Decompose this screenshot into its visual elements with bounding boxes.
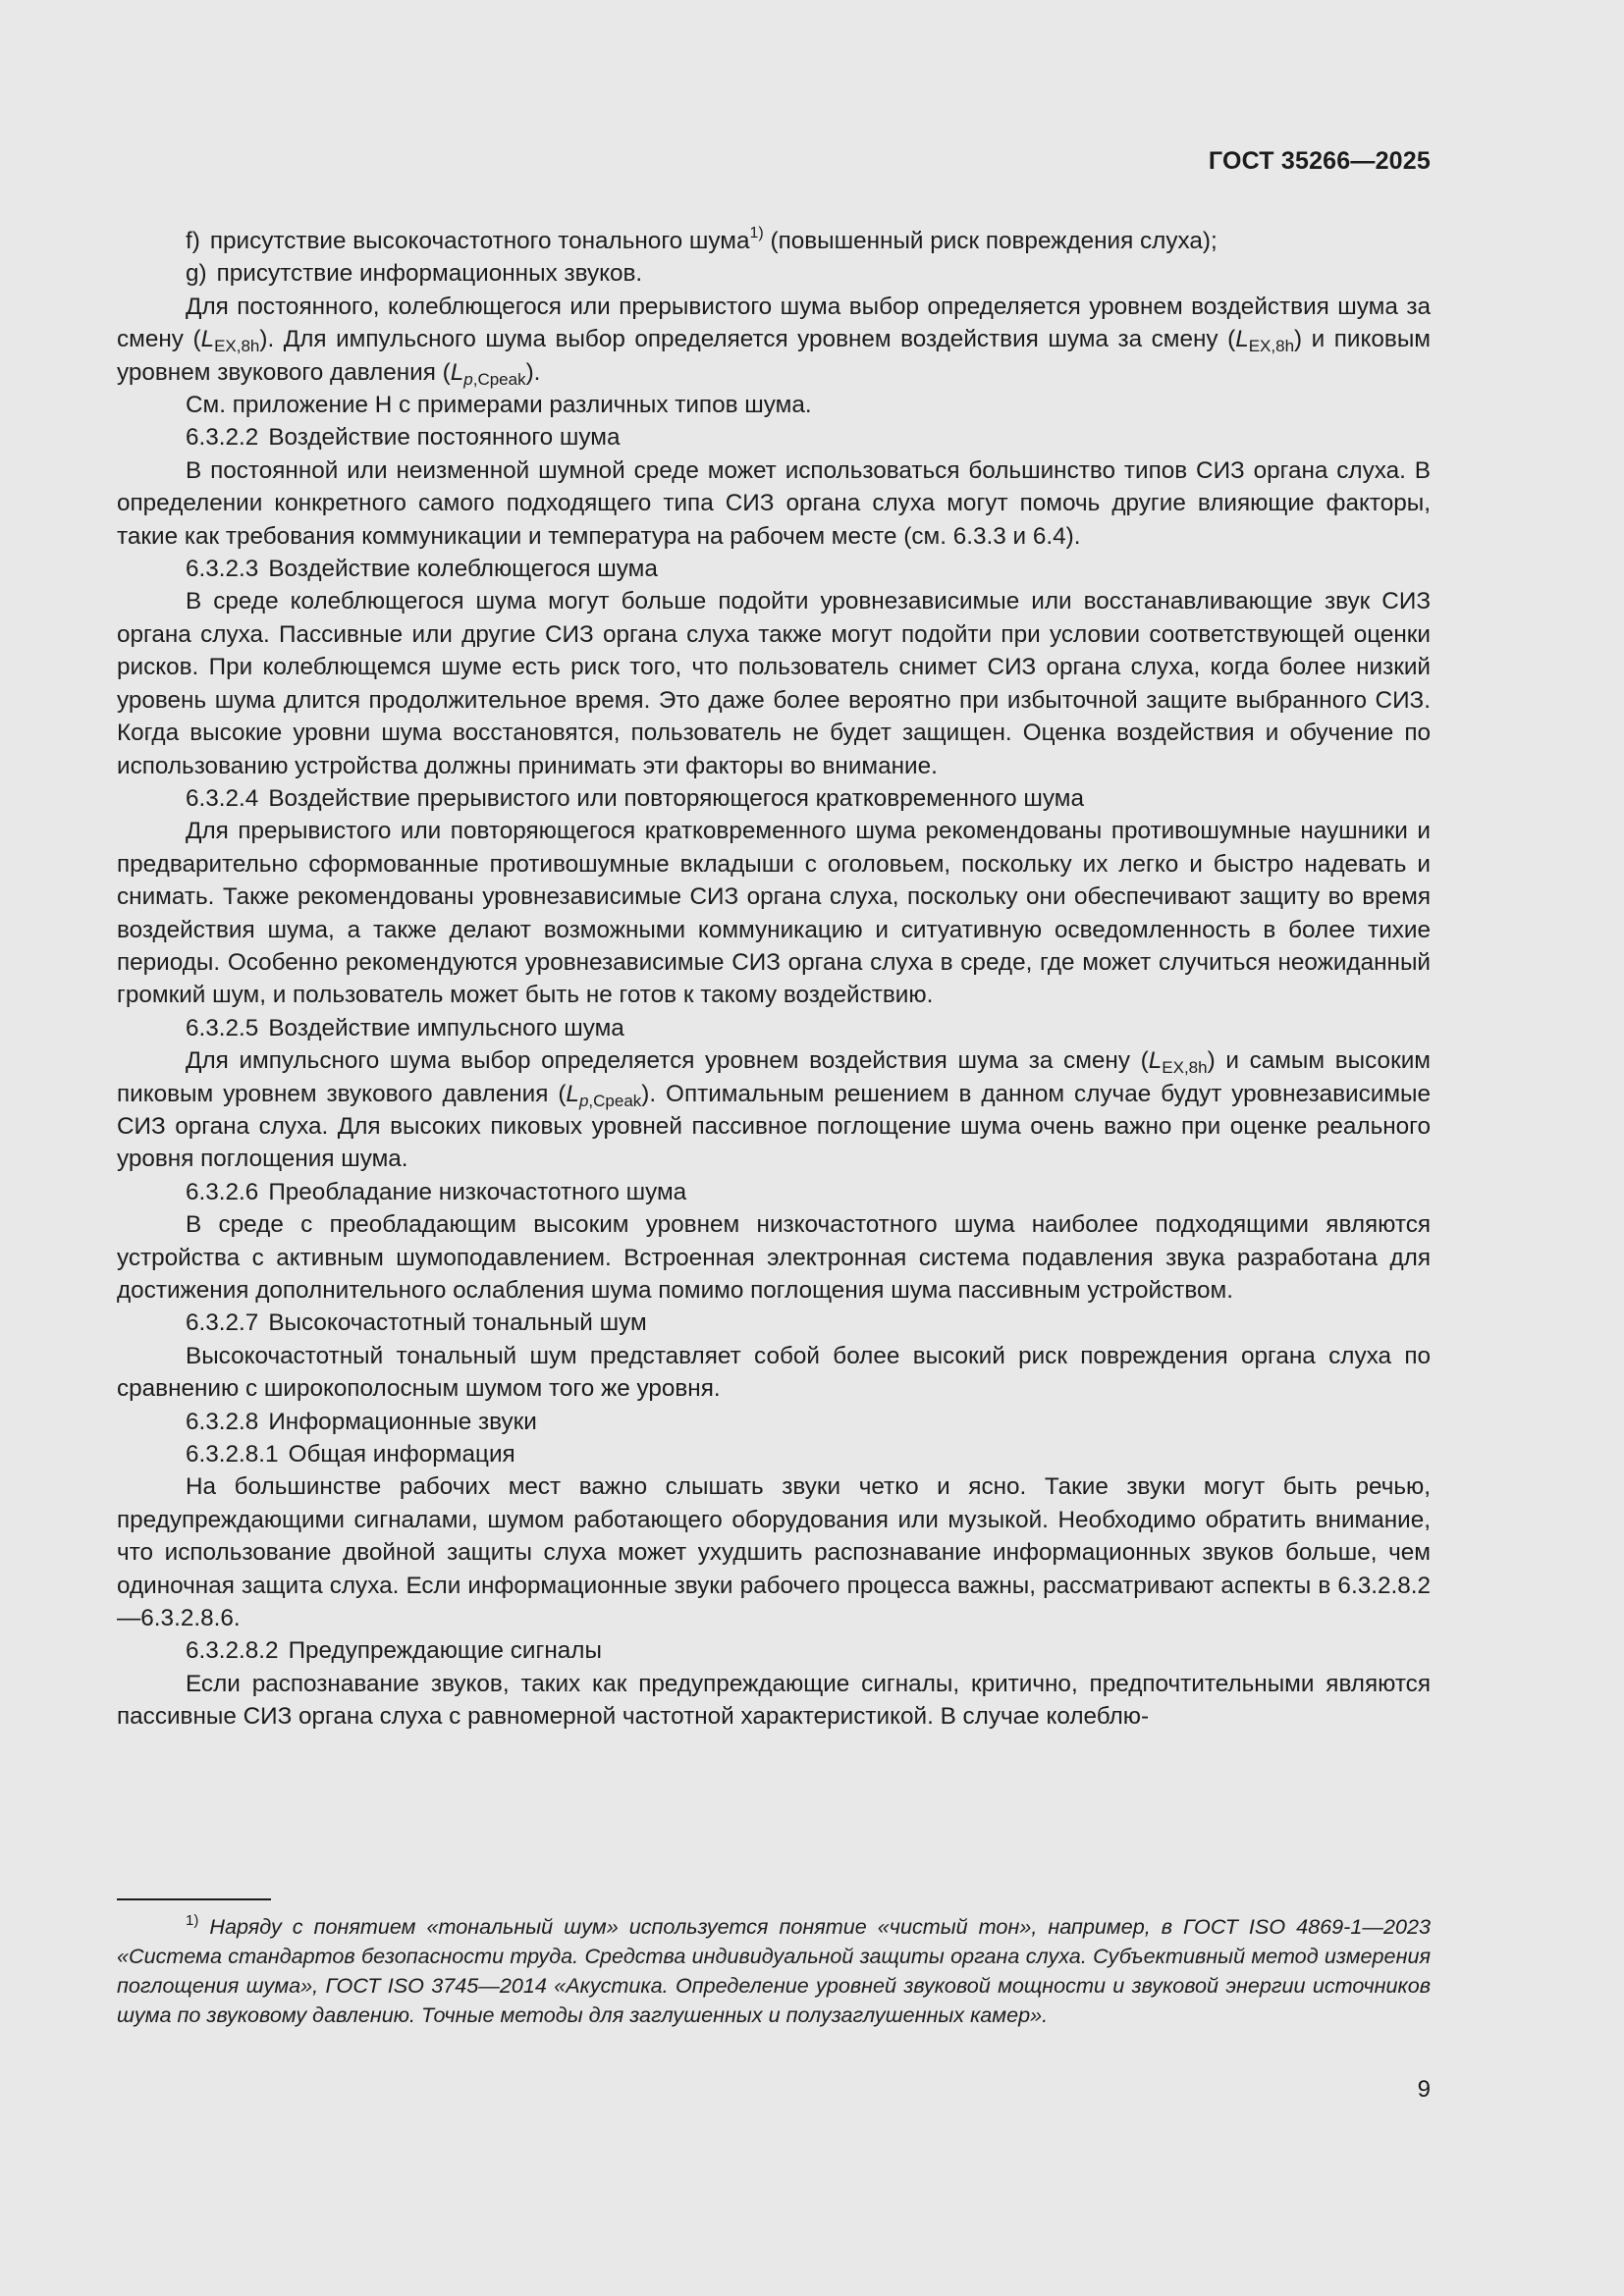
- list-item-f: f) присутствие высокочастотного тонального шума$^{1)}$ (повышенный риск повреждения слуха);: [186, 225, 1218, 254]
- section-title: Предупреждающие сигналы: [288, 1637, 602, 1665]
- paragraph: Для импульсного шума выбор определяется уровнем воздействия шума за смену $(L_{EX,8h})$ и самым высоким пиковым уровнем звукового давления $(L_{p,Cpeak})$. Оптимальным решением в данном случае будут уровнезависимые СИЗ органа слуха. Для высоких пиковых уровней пассивное поглощение шума очень важно при оценке реального уровня поглощения шума.: [117, 1047, 1431, 1173]
- section-title: Воздействие импульсного шума: [268, 1014, 624, 1041]
- section-title: Высокочастотный тональный шум: [268, 1309, 647, 1337]
- section-number: 6.3.2.3: [186, 556, 259, 583]
- section-title: Информационные звуки: [268, 1408, 537, 1435]
- paragraph: В постоянной или неизменной шумной среде может использоваться большинство типов СИЗ органа слуха. В определении конкретного самого подходящего типа СИЗ органа слуха могут помочь другие влияющие факторы, такие как требования коммуникации и температура на рабочем месте (см. 6.3.3 и 6.4).: [117, 456, 1431, 550]
- footnote-marker: 1): [186, 1912, 199, 1929]
- section-heading-6-3-2-8: [117, 1406, 1431, 1438]
- paragraph: В среде колеблющегося шума могут больше подойти уровнезависимые или восстанавливающие звук СИЗ органа слуха. Пассивные или другие СИЗ органа слуха также могут подойти при условии соответствующей оценки рисков. При колеблющемся шуме есть риск того, что пользователь снимет СИЗ органа слуха, когда более низкий уровень шума длится продолжительное время. Это даже более вероятно при избыточной защите выбранного СИЗ. Когда высокие уровни шума восстановятся, пользователь не будет защищен. Оценка воздействия и обучение по использованию устройства должны принимать эти факторы во внимание.: [117, 588, 1431, 779]
- paragraph: Высокочастотный тональный шум представляет собой более высокий риск повреждения органа слуха по сравнению с широкополосным шумом того же уровня.: [117, 1342, 1431, 1403]
- list-item-g: g) присутствие информационных звуков.: [186, 260, 643, 288]
- section-title: Воздействие колеблющегося шума: [268, 556, 658, 583]
- section-heading-6-3-2-7: [117, 1307, 1431, 1339]
- paragraph: На большинстве рабочих мест важно слышать звуки четко и ясно. Такие звуки могут быть речью, предупреждающими сигналами, шумом работающего оборудования или музыкой. Необходимо обратить внимание, что использование двойной защиты слуха может ухудшить распознавание информационных звуков больше, чем одиночная защита слуха. Если информационные звуки рабочего процесса важны, рассматривают аспекты в 6.3.2.8.2—6.3.2.8.6.: [117, 1473, 1431, 1632]
- section-title: Преобладание низкочастотного шума: [268, 1178, 687, 1205]
- section-heading-6-3-2-3: [117, 553, 1431, 585]
- page-number: 9: [1417, 2076, 1431, 2103]
- section-title: Воздействие прерывистого или повторяющегося кратковременного шума: [268, 784, 1084, 812]
- section-heading-6-3-2-5: [117, 1012, 1431, 1044]
- section-number: 6.3.2.6: [186, 1178, 259, 1205]
- section-heading-6-3-2-8-2: [117, 1634, 1431, 1667]
- paragraph: Для прерывистого или повторяющегося кратковременного шума рекомендованы противошумные наушники и предварительно сформованные противошумные вкладыши с оголовьем, поскольку их легко и быстро надевать и снимать. Также рекомендованы уровнезависимые СИЗ органа слуха, поскольку они обеспечивают защиту во время воздействия шума, а также делают возможными коммуникацию и ситуативную осведомленность в более тихие периоды. Особенно рекомендуются уровнезависимые СИЗ органа слуха в среде, где может случиться неожиданный громкий шум, и пользователь может быть не готов к такому воздействию.: [117, 818, 1431, 1009]
- paragraph: В среде с преобладающим высоким уровнем низкочастотного шума наиболее подходящими являются устройства с активным шумоподавлением. Встроенная электронная система подавления звука разработана для достижения дополнительного ослабления шума помимо поглощения шума пассивным устройством.: [117, 1211, 1431, 1304]
- footnote-ref[interactable]: 1): [749, 225, 764, 241]
- section-number: 6.3.2.5: [186, 1014, 259, 1041]
- paragraph: Если распознавание звуков, таких как предупреждающие сигналы, критично, предпочтительными являются пассивные СИЗ органа слуха с равномерной частотной характеристикой. В случае колеблю-: [117, 1670, 1431, 1731]
- list-label: g): [186, 260, 207, 288]
- section-heading-6-3-2-8-1: [117, 1438, 1431, 1470]
- section-title: Общая информация: [288, 1441, 515, 1468]
- paragraph: Для постоянного, колеблющегося или прерывистого шума выбор определяется уровнем воздействия шума за смену $(L_{EX,8h})$. Для импульсного шума выбор определяется уровнем воздействия шума за смену $(L_{EX,8h})$ и пиковым уровнем звукового давления $(L_{p,Cpeak})$.: [117, 293, 1431, 389]
- list-label: f): [186, 228, 200, 254]
- section-heading-6-3-2-4: [117, 782, 1431, 815]
- section-number: 6.3.2.8.2: [186, 1637, 279, 1665]
- section-heading-6-3-2-2: [117, 421, 1431, 454]
- footnote-divider: [117, 1898, 271, 1900]
- section-heading-6-3-2-6: [117, 1176, 1431, 1208]
- paragraph: См. приложение Н с примерами различных типов шума.: [186, 392, 812, 419]
- footnote: [117, 1912, 1431, 2030]
- section-number: 6.3.2.7: [186, 1309, 259, 1337]
- section-number: 6.3.2.2: [186, 424, 259, 452]
- footnote-text: Наряду с понятием «тональный шум» используется понятие «чистый тон», например, в ГОСТ ISO 4869-1—2023 «Система стандартов безопасности труда. Средства индивидуальной защиты органа слуха. Субъективный метод измерения поглощения шума», ГОСТ ISO 3745—2014 «Акустика. Определение уровней звуковой мощности и звуковой энергии источников шума по звуковому давлению. Точные методы для заглушенных и полузаглушенных камер».: [117, 1914, 1431, 2027]
- standard-code-header: ГОСТ 35266—2025: [1208, 147, 1431, 175]
- section-number: 6.3.2.4: [186, 784, 259, 812]
- section-number: 6.3.2.8: [186, 1408, 259, 1435]
- section-title: Воздействие постоянного шума: [268, 424, 621, 452]
- section-number: 6.3.2.8.1: [186, 1441, 279, 1468]
- document-body: [117, 225, 1431, 1734]
